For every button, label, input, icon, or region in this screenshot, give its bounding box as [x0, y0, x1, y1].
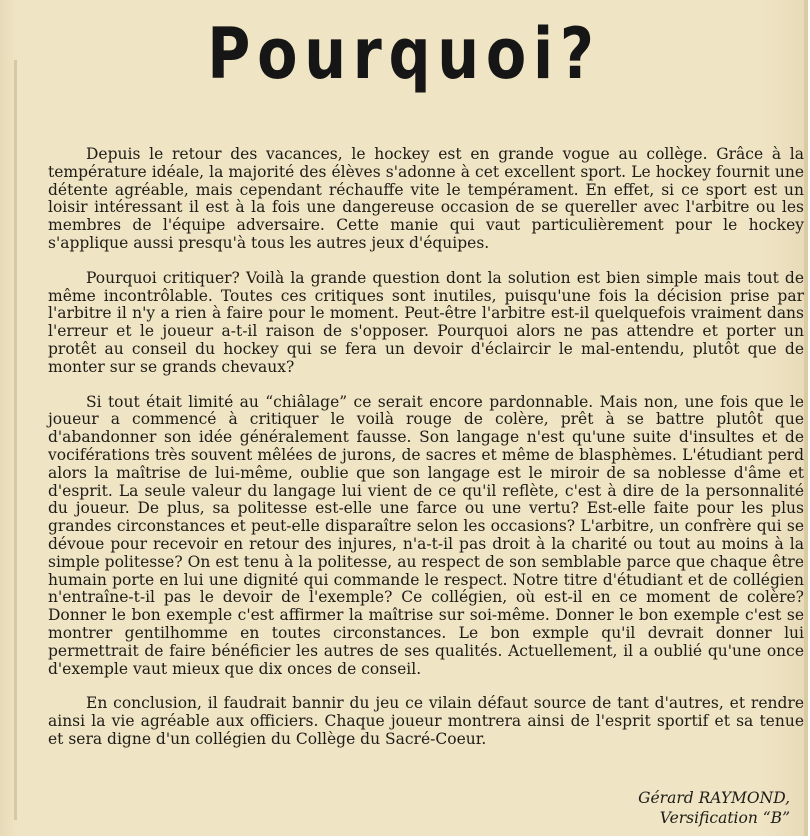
paper-fold-shadow: [14, 60, 17, 820]
paragraph-politeness: Si tout était limité au “chiâlage” ce serait encore pardonnable. Mais non, une fois que le joueur a commencé à critiquer le voilà rouge de colère, prêt à se battre plutôt que d'abandonner son idée généralement fausse. Son langage n'est qu'une suite d'insultes et de vociférations très souvent mêlées de jurons, de sacres et même de blasphèmes. L'étudiant perd alors la maîtrise de lui-même, oublie que son langage est le miroir de sa noblesse d'âme et d'esprit. La seule valeur du langage lui vient de ce qu'il reflète, c'est à dire de la personnalité du joueur. De plus, sa politesse est-elle une farce ou une vertu? Est-elle faite pour les plus grandes circonstances et peut-elle disparaître selon les occasions? L'arbitre, un confrère qui se dévoue pour recevoir en retour des injures, n'a-t-il pas droit à la charité ou tout au moins à la simple politesse? On est tenu à la politesse, au respect de son semblable parce que chaque être humain porte en lui une dignité qui commande le respect. Notre titre d'étudiant et de collégien n'entraîne-t-il pas le devoir de l'exemple? Ce collégien, où est-il en ce moment de colère? Donner le bon exemple c'est affirmer la maîtrise sur soi-même. Donner le bon exemple c'est se montrer gentilhomme en toutes circonstances. Le bon exmple qu'il devrait donner lui permettrait de faire bénéficier les autres de ses qualités. Actuellement, il a oublié qu'une once d'exemple vaut mieux que dix onces de conseil.: [48, 392, 804, 678]
paragraph-conclusion: En conclusion, il faudrait bannir du jeu ce vilain défaut source de tant d'autres, et rendre ainsi la vie agréable aux officiers. Chaque joueur montrera ainsi de l'esprit sportif et sa tenue et sera digne d'un collégien du Collège du Sacré-Coeur.: [48, 694, 804, 748]
article-title: Pourquoi?: [207, 13, 601, 95]
paragraph-criticism: Pourquoi critiquer? Voilà la grande question dont la solution est bien simple mais tout de même incontrôlable. Toutes ces critiques sont inutiles, puisqu'une fois la décision prise par l'arbitre il n'y a rien à faire pour le moment. Peut-être l'arbitre est-il quelquefois vraiment dans l'erreur et le joueur a-t-il raison de s'opposer. Pourquoi alors ne pas attendre et porter un protêt au conseil du hockey qui se fera un devoir d'éclaircir le mal-entendu, plutôt que de monter sur se grands chevaux?: [48, 268, 804, 376]
article-signature: [540, 788, 790, 828]
author-class: Versification “B”: [659, 809, 790, 827]
paragraph-intro: Depuis le retour des vacances, le hockey est en grande vogue au collège. Grâce à la température idéale, la majorité des élèves s'adonne à cet excellent sport. Le hockey fournit une détente agréable, mais cependant réchauffe vite le tempérament. En effet, si ce sport est un loisir intéressant il est à la fois une dangereuse occasion de se quereller avec l'arbitre ou les membres de l'équipe adversaire. Cette manie qui vaut particulièrement pour le hockey s'applique aussi presqu'à tous les autres jeux d'équipes.: [48, 145, 804, 252]
article-body: [48, 146, 804, 766]
author-name: Gérard RAYMOND,: [638, 789, 790, 807]
paper-edge: [804, 0, 808, 836]
